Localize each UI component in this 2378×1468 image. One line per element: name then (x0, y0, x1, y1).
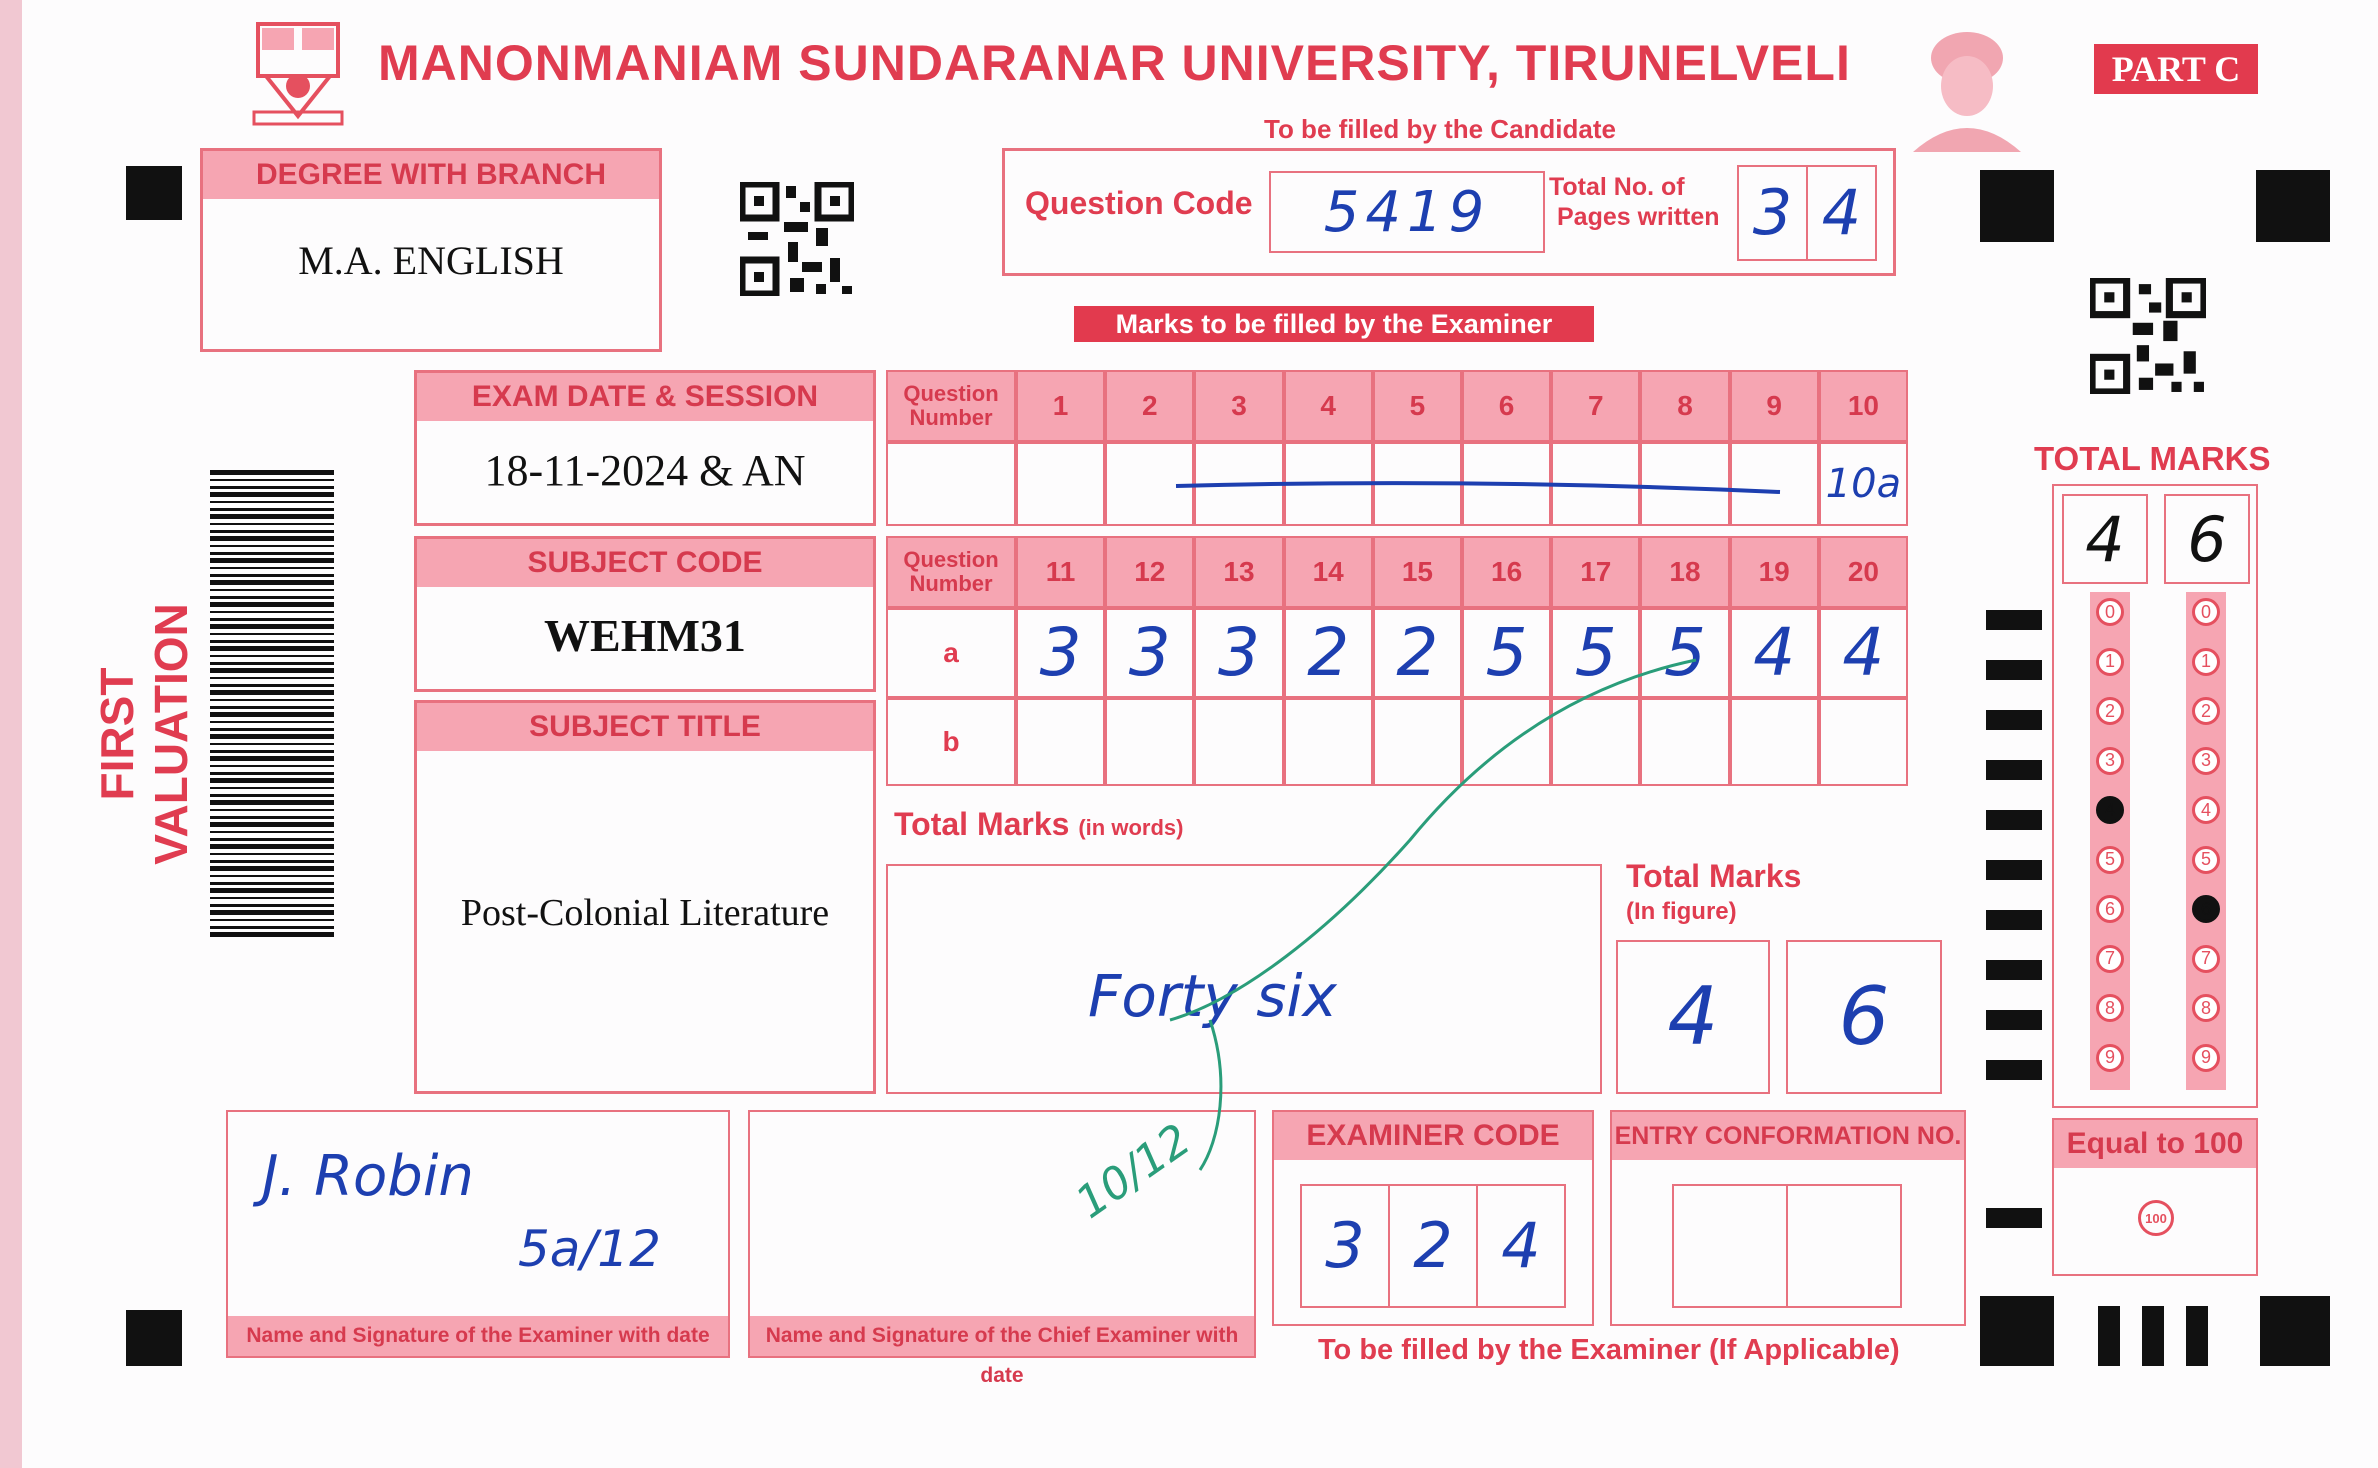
grid2-mark-cell[interactable]: 4 (1730, 608, 1819, 698)
grid2-mark-cell[interactable]: 5 (1462, 608, 1551, 698)
total-figure-digit: 6 (1786, 940, 1942, 1094)
grid1-header-blank (886, 442, 1016, 526)
exam-date-label: EXAM DATE & SESSION (417, 373, 873, 421)
qr-code (740, 182, 854, 296)
examiner-code-digits (1300, 1184, 1566, 1308)
exam-date-box (414, 370, 876, 526)
entry-conf-label: ENTRY CONFORMATION NO. (1612, 1112, 1964, 1160)
registration-mark (1980, 170, 2054, 242)
grid2-mark-cell[interactable]: 3 (1016, 608, 1105, 698)
grid1-number: 9 (1730, 370, 1819, 442)
grid2-mark-cell[interactable]: 5 (1640, 608, 1729, 698)
grid1-number: 2 (1105, 370, 1194, 442)
total-figure-label: Total Marks (1626, 858, 1802, 894)
registration-mark (126, 1310, 182, 1366)
examiner-name: J. Robin (262, 1144, 474, 1209)
grid2-mark-cell[interactable] (1819, 698, 1908, 786)
subject-code-box (414, 536, 876, 692)
grid2-number: 15 (1373, 536, 1462, 608)
units-bubble[interactable]: 1 (2192, 648, 2220, 676)
timing-mark (1986, 660, 2042, 680)
total-figure-digit: 4 (1616, 940, 1770, 1094)
examiner-code-digit: 2 (1390, 1186, 1478, 1306)
first-valuation-label: FIRST VALUATION (91, 603, 197, 865)
qr-code (2090, 278, 2206, 394)
units-bubble[interactable]: 3 (2192, 747, 2220, 775)
grid2-mark-cell[interactable]: 2 (1284, 608, 1373, 698)
panel-digit: 4 (2062, 494, 2148, 584)
grid1-number: 5 (1373, 370, 1462, 442)
examiner-note-badge: Marks to be filled by the Examiner (1074, 306, 1594, 342)
registration-mark (2256, 170, 2330, 242)
chief-sig-note: 10/12 (1066, 1114, 1200, 1229)
equal-100-box (2052, 1118, 2258, 1276)
tens-bubble[interactable]: 0 (2096, 598, 2124, 626)
question-code-box (1002, 148, 1896, 276)
footer-note: To be filled by the Examiner (If Applicable) (1318, 1334, 1900, 1366)
registration-mark (2098, 1306, 2120, 1366)
tens-bubble[interactable]: 6 (2096, 895, 2124, 923)
subject-title-label: SUBJECT TITLE (417, 703, 873, 751)
grid2-row-b-label: b (886, 698, 1016, 786)
green-ink-stroke (1080, 640, 1720, 1180)
grid2-number: 20 (1819, 536, 1908, 608)
examiner-sig-date: 5a/12 (518, 1220, 661, 1278)
grid1-mark-cell[interactable]: 10a (1819, 442, 1908, 526)
timing-mark (1986, 1060, 2042, 1080)
grid1-number: 10 (1819, 370, 1908, 442)
tens-bubble[interactable]: 1 (2096, 648, 2124, 676)
units-bubble[interactable]: 7 (2192, 945, 2220, 973)
grid1-number: 7 (1551, 370, 1640, 442)
grid1-header: Question Number (886, 370, 1016, 442)
registration-mark (1980, 1296, 2054, 1366)
barcode (210, 470, 334, 940)
panel-digit: 6 (2164, 494, 2250, 584)
total-marks-panel-label: TOTAL MARKS (2034, 440, 2271, 477)
units-bubble[interactable]: 4 (2192, 796, 2220, 824)
pages-label-line2: Pages written (1557, 203, 1720, 231)
units-bubble[interactable]: 0 (2192, 598, 2220, 626)
degree-label: DEGREE WITH BRANCH (203, 151, 659, 199)
pages-digit: 3 (1739, 167, 1808, 259)
examiner-code-digit: 3 (1302, 1186, 1390, 1306)
timing-mark (1986, 860, 2042, 880)
tens-bubble[interactable]: 7 (2096, 945, 2124, 973)
registration-mark (2142, 1306, 2164, 1366)
tens-bubble[interactable]: 4 (2096, 796, 2124, 824)
total-words-value: Forty six (1088, 962, 1337, 1030)
timing-mark (1986, 710, 2042, 730)
question-code-label: Question Code (1025, 185, 1253, 221)
units-bubble[interactable]: 5 (2192, 846, 2220, 874)
units-bubble[interactable]: 8 (2192, 994, 2220, 1022)
timing-mark (1986, 960, 2042, 980)
timing-mark (1986, 810, 2042, 830)
pages-label-line1: Total No. of (1549, 173, 1685, 201)
timing-mark (1986, 910, 2042, 930)
units-bubble[interactable]: 6 (2192, 895, 2220, 923)
grid1-number: 6 (1462, 370, 1551, 442)
timing-mark (1986, 1208, 2042, 1228)
grid2-number: 11 (1016, 536, 1105, 608)
grid2-mark-cell[interactable]: 3 (1194, 608, 1283, 698)
grid2-number: 12 (1105, 536, 1194, 608)
total-marks-panel (2052, 484, 2258, 1108)
entry-conf-cell[interactable] (1788, 1186, 1900, 1306)
grid1-number: 1 (1016, 370, 1105, 442)
founder-portrait (1905, 24, 2029, 152)
subject-title-box (414, 700, 876, 1094)
entry-conf-digits[interactable] (1672, 1184, 1902, 1308)
grid2-number: 17 (1551, 536, 1640, 608)
units-bubble[interactable]: 2 (2192, 697, 2220, 725)
grid1-number: 3 (1194, 370, 1283, 442)
total-figure-sub: (In figure) (1626, 898, 1737, 925)
question-code-value-box (1269, 171, 1545, 253)
degree-value: M.A. ENGLISH (298, 238, 564, 283)
grid2-mark-cell[interactable]: 3 (1105, 608, 1194, 698)
registration-mark (2186, 1306, 2208, 1366)
exam-date-value: 18-11-2024 & AN (484, 446, 806, 495)
marks-grid-1 (886, 370, 1908, 526)
timing-mark (1986, 760, 2042, 780)
grid2-number: 14 (1284, 536, 1373, 608)
grid2-number: 13 (1194, 536, 1283, 608)
grid2-header: Question Number (886, 536, 1016, 608)
subject-code-value: WEHM31 (544, 610, 746, 661)
tens-bubble[interactable]: 3 (2096, 747, 2124, 775)
equal-100-bubble-text: 100 (2145, 1210, 2167, 1226)
question-code-value: 5419 (1323, 180, 1491, 245)
tens-bubble[interactable]: 2 (2096, 697, 2124, 725)
candidate-note: To be filled by the Candidate (1264, 114, 1616, 144)
degree-box (200, 148, 662, 352)
timing-mark (1986, 610, 2042, 630)
examiner-sig-caption: Name and Signature of the Examiner with date (228, 1316, 728, 1356)
grid1-mark-cell[interactable] (1016, 442, 1105, 526)
pages-digit-box (1737, 165, 1877, 261)
grid2-number: 18 (1640, 536, 1729, 608)
pages-digit: 4 (1821, 176, 1862, 249)
left-edge-strip (0, 0, 22, 1468)
equal-100-label: Equal to 100 (2054, 1120, 2256, 1168)
grid2-mark-cell[interactable] (1730, 698, 1819, 786)
university-logo (252, 20, 344, 128)
timing-mark (1986, 1010, 2042, 1030)
grid2-mark-cell[interactable]: 2 (1373, 608, 1462, 698)
examiner-code-label: EXAMINER CODE (1274, 1112, 1592, 1160)
grid2-number: 16 (1462, 536, 1551, 608)
grid2-mark-cell[interactable]: 5 (1551, 608, 1640, 698)
grid1-number: 8 (1640, 370, 1729, 442)
grid2-number: 19 (1730, 536, 1819, 608)
entry-conf-cell[interactable] (1674, 1186, 1788, 1306)
units-bubble[interactable]: 9 (2192, 1044, 2220, 1072)
grid2-row-a-label: a (886, 608, 1016, 698)
subject-title-value: Post-Colonial Literature (460, 892, 830, 934)
grid1-number: 4 (1284, 370, 1373, 442)
tens-bubble[interactable]: 8 (2096, 994, 2124, 1022)
registration-mark (126, 166, 182, 220)
chief-sig-caption: Name and Signature of the Chief Examiner with date (750, 1316, 1254, 1356)
tens-bubble[interactable]: 9 (2096, 1044, 2124, 1072)
registration-mark (2260, 1296, 2330, 1366)
part-badge: PART C (2094, 44, 2258, 94)
strike-line (1170, 470, 1790, 500)
equal-100-bubble[interactable] (2138, 1200, 2174, 1236)
total-words-title: Total Marks (894, 806, 1070, 842)
total-words-sub: (in words) (1078, 815, 1184, 840)
examiner-code-digit: 4 (1501, 1209, 1541, 1282)
grid2-mark-cell[interactable]: 4 (1819, 608, 1908, 698)
examiner-sig-box (226, 1110, 730, 1358)
tens-bubble[interactable]: 5 (2096, 846, 2124, 874)
university-title: MANONMANIAM SUNDARANAR UNIVERSITY, TIRUNELVELI (378, 35, 1851, 91)
subject-code-label: SUBJECT CODE (417, 539, 873, 587)
